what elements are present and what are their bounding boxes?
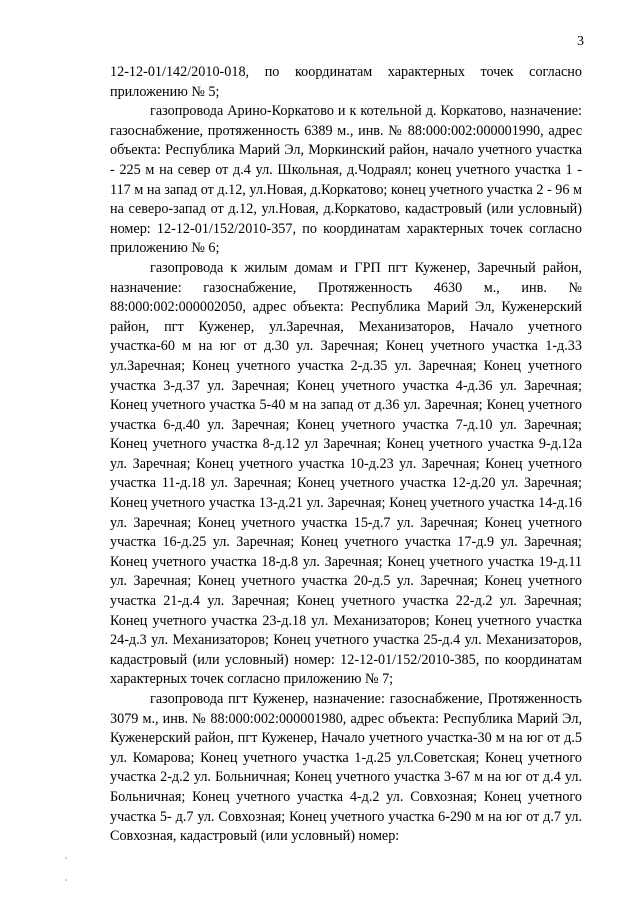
paragraph-gas-pipeline-arino-korkatovo: газопровода Арино-Коркатово и к котельной д. Коркатово, назначение: газоснабжение, протяженность 6389 м., инв. № 88:000:002:000001990, адрес объекта: Республика Марий Эл, Моркинский район, начало учетного участка - 225 м на север от д.4 ул. Школьная, д.Чодраял; конец учетного участка 1 - 117 м на запад от д.12, ул.Новая, д.Коркатово; конец учетного участка 2 - 96 м на северо-запад от д.12, ул.Новая, д.Коркатово, кадастровый (или условный) номер: 12-12-01/152/2010-357, по координатам характерных точек согласно приложению № 6;: [110, 103, 582, 257]
scan-speck: [65, 879, 67, 881]
scan-speck: [65, 857, 67, 859]
paragraph-gas-pipeline-kuzhener-zarechny: газопровода к жилым домам и ГРП пгт Куженер, Заречный район, назначение: газоснабжение, Протяженность 4630 м., инв. № 88:000:002:000002050, адрес объекта: Республика Марий Эл, Куженерский район, пгт Куженер, ул.Заречная, Механизаторов, Начало учетного участка-60 м на юг от д.30 ул. Заречная; Конец учетного участка 1-д.33 ул.Заречная; Конец учетного участка 2-д.35 ул. Заречная; Конец учетного участка 3-д.37 ул. Заречная; Конец учетного участка 4-д.36 ул. Заречная; Конец учетного участка 5-40 м на запад от д.36 ул. Заречная; Конец учетного участка 6-д.40 ул. Заречная; Конец учетного участка 7-д.10 ул. Заречная; Конец учетного участка 8-д.12 ул Заречная; Конец учетного участка 9-д.12а ул. Заречная; Конец учетного участка 10-д.23 ул. Заречная; Конец учетного участка 11-д.18 ул. Заречная; Конец учетного участка 12-д.20 ул. Заречная; Конец учетного участка 13-д.21 ул. Заречная; Конец учетного участка 14-д.16 ул. Заречная; Конец учетного участка 15-д.7 ул. Заречная; Конец учетного участка 16-д.25 ул. Заречная; Конец учетного участка 17-д.9 ул. Заречная; Конец учетного участка 18-д.8 ул. Заречная; Конец учетного участка 19-д.11 ул. Заречная; Конец учетного участка 20-д.5 ул. Заречная; Конец учетного участка 21-д.4 ул. Заречная; Конец учетного участка 22-д.2 ул. Заречная; Конец учетного участка 23-д.18 ул. Механизаторов; Конец учетного участка 24-д.3 ул. Механизаторов; Конец учетного участка 25-д.4 ул. Механизаторов, кадастровый (или условный) номер: 12-12-01/152/2010-385, по координатам характерных точек согласно приложению № 7;: [110, 259, 582, 688]
document-body: [110, 63, 582, 847]
paragraph-gas-pipeline-kuzhener: газопровода пгт Куженер, назначение: газоснабжение, Протяженность 3079 м., инв. № 88:000:002:000001980, адрес объекта: Республика Марий Эл, Куженерский район, пгт Куженер, Начало учетного участка-30 м на юг от д.5 ул. Комарова; Конец учетного участка 1-д.25 ул.Советская; Конец учетного участка 2-д.2 ул. Больничная; Конец учетного участка 3-67 м на юг от д.4 ул. Больничная; Конец учетного участка 4-д.2 ул. Совхозная; Конец учетного участка 5- д.7 ул. Совхозная; Конец учетного участка 6-290 м на юг от д.7 ул. Совхозная, кадастровый (или условный) номер:: [110, 691, 582, 845]
paragraph-appendix-5-tail: 12-12-01/142/2010-018, по координатам характерных точек согласно приложению № 5;: [110, 64, 582, 100]
page-number: 3: [577, 34, 584, 49]
